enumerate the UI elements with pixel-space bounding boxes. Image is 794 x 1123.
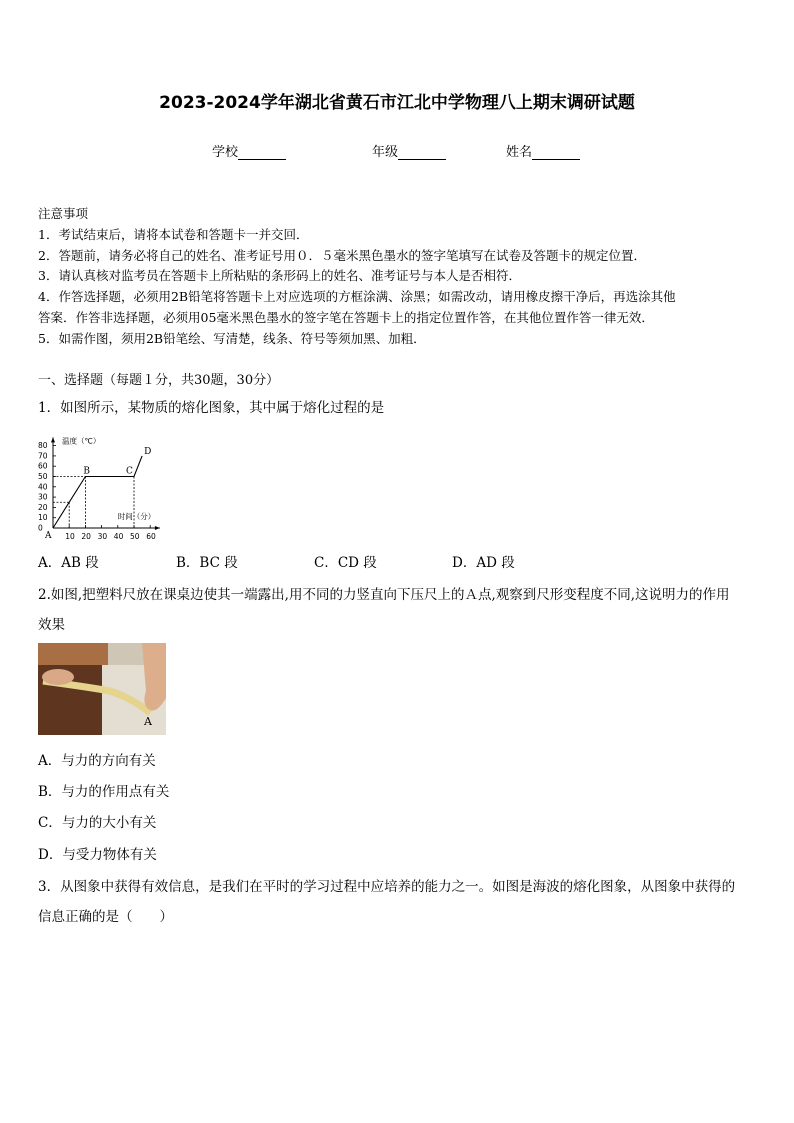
x-tick-label: 30 [97,532,108,541]
grade-label: 年级 [372,145,399,160]
notice-item: 2．答题前，请务必将自己的姓名、准考证号用０．５毫米黑色墨水的签字笔填写在试卷及答题卡的规定位置． [38,248,646,263]
notice-item: 1．考试结束后，请将本试卷和答题卡一并交回． [38,227,309,242]
q1-option-b: B．BC 段 [176,555,238,571]
question-3-stem-cont: 信息正确的是（ ） [38,909,173,925]
page-title: 2023-2024学年湖北省黄石市江北中学物理八上期末调研试题 [159,93,635,113]
question-2-stem: 2.如图,把塑料尺放在课桌边使其一端露出,用不同的力竖直向下压尺上的Ａ点,观察到尺形变程度不同,这说明力的作用 [38,587,730,603]
melting-chart [36,420,208,542]
grade-blank [398,145,446,160]
notice-item: 5．如需作图，须用2B铅笔绘、写清楚，线条、符号等须加黑、加粗． [38,331,426,346]
q1-option-a: A．AB 段 [38,555,99,571]
question-3-stem: 3．从图象中获得有效信息，是我们在平时的学习过程中应培养的能力之一。如图是海波的熔化图象，从图象中获得的 [38,879,736,895]
name-label: 姓名 [506,145,533,160]
ruler-desk-photo [38,643,166,735]
x-tick-label: 50 [130,532,140,541]
q2-option-a: A．与力的方向有关 [38,753,156,769]
section-heading: 一、选择题（每题１分，共30题，30分） [38,373,280,388]
x-tick-label: 20 [81,532,91,541]
q2-option-b: B．与力的作用点有关 [38,784,170,800]
name-blank [532,145,580,160]
school-field [212,141,286,160]
point-label: B [83,466,91,477]
y-tick-label: 80 [38,441,48,451]
y-axis-arrow [51,437,55,442]
q1-option-c: C．CD 段 [314,555,377,571]
notice-heading: 注意事项 [38,206,89,221]
school-label: 学校 [212,145,239,160]
y-tick-label: 10 [38,513,48,523]
y-tick-label: 20 [38,502,48,512]
x-axis-label: 时间（分） [117,512,156,521]
q2-option-d: D．与受力物体有关 [38,847,157,863]
name-field [506,141,580,160]
q2-option-c: C．与力的大小有关 [38,815,157,831]
x-tick-label: 60 [146,532,156,541]
y-tick-label: 30 [38,492,48,502]
point-label: A [45,531,52,541]
y-tick-label: 60 [38,461,48,471]
question-2-stem-cont: 效果 [38,617,65,633]
question-1-stem: 1．如图所示，某物质的熔化图象，其中属于熔化过程的是 [38,400,385,416]
x-axis-arrow [155,526,160,530]
grade-field [372,141,446,160]
notice-item: 3．请认真核对监考员在答题卡上所粘贴的条形码上的姓名、准考证号与本人是否相符． [38,268,521,283]
y-tick-label: 70 [38,451,48,461]
x-tick-label: 40 [113,532,124,541]
y-axis-label: 温度（℃） [62,436,101,446]
x-tick-label: 10 [65,532,75,541]
y-tick-label: 50 [38,472,48,481]
point-label: C [126,466,133,477]
school-blank [238,145,286,160]
point-label: D [144,446,152,457]
y-tick-label: 0 [38,523,43,533]
y-tick-label: 40 [38,482,48,492]
photo-point-label: A [144,715,152,728]
notice-item: 4．作答选择题，必须用2B铅笔将答题卡上对应选项的方框涂满、涂黑；如需改动，请用橡皮擦干净后，再选涂其他 [38,289,676,304]
notice-item: 答案．作答非选择题，必须用05毫米黑色墨水的签字笔在答题卡上的指定位置作答，在其他位置作答一律无效． [38,310,654,325]
q1-option-d: D．AD 段 [452,555,515,571]
